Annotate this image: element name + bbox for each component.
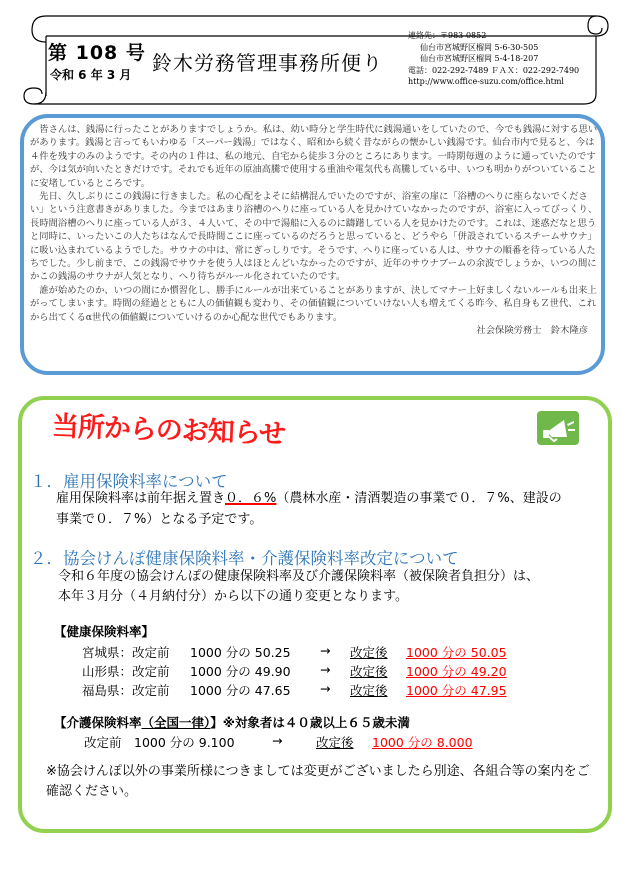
rate-after: 1000 分の 49.20 (406, 664, 507, 679)
phone-fax: 電話：022-292-7489 ＦＡＸ：022-292-7490 (408, 65, 580, 75)
rate-after: 1000 分の 50.05 (406, 645, 507, 660)
issue-date: 令和 6 年 3 月 (50, 68, 132, 82)
header-banner (18, 8, 613, 110)
prefecture-label: 福島県：改定前 (82, 683, 170, 698)
care-heading-nationwide: （全国一律） (141, 715, 211, 730)
arrow: → (320, 681, 331, 696)
section-1-text-pre: 雇用保険料率は前年据え置き (56, 491, 226, 506)
health-rate-heading: 【健康保険料率】 (54, 624, 155, 639)
rate-before: 1000 分の 50.25 (190, 645, 291, 660)
message-paragraph-2: 先日、久しぶりにこの銭湯に行きました。私の心配をよそに結構混んでいたのですが、浴室の扉に「浴槽のへりに座らないでください」という注意書きがありました。今まではあまり浴槽のへりに座っている人を見かけていなかったのですが、浴室に入ってびっくり、長時間浴槽のへりに座っている人が３、４人いて、その中で湯船に入るのに躊躇している人を見かけたのです。これは、迷惑だなと思うと同時に、いったいこの人たちはなんで長時間ここに座っているのだろうと思っていると、どうやら「併設されているスチームサウナ」に吸い込まれているようでした。サウナの中は、常にぎっしりです。そうです、へりに座っている人は、サウナの順番を待っている人たちでした。少し前まで、この銭湯でサウナを使う人はほとんどいなかったのですが、近年のサウナブームの余波でしょうか、いつの間にかこの銭湯のサウナが人気となり、へり待ちがルール化されていたのです。 (30, 191, 598, 283)
section-1-heading: １．雇用保険料率について (30, 472, 228, 491)
prefecture-label: 山形県：改定前 (82, 664, 170, 679)
megaphone-icon (536, 410, 580, 446)
after-label: 改定後 (316, 735, 354, 750)
issue-number: 第 108 号 (48, 42, 146, 64)
arrow: → (320, 643, 331, 658)
rate-before: 1000 分の 47.65 (190, 683, 291, 698)
before-label: 改定前 (84, 735, 122, 750)
signature: 社会保険労務士 鈴木隆彦 (476, 325, 588, 337)
contact-label: 連絡先： (408, 31, 440, 40)
section-2-heading: ２．協会けんぽ健康保険料率・介護保険料率改定について (30, 549, 459, 568)
website-link[interactable]: http://www.office-suzu.com/office.html (408, 77, 564, 86)
rate-before: 1000 分の 9.100 (134, 735, 235, 750)
address-1: 仙台市宮城野区榴岡 5-6-30-505 (420, 42, 539, 52)
section-2-line-2: 本年３月分（４月納付分）から以下の通り変更となります。 (58, 589, 408, 604)
notice-title: 当所からのお知らせ (51, 411, 286, 451)
message-paragraph-3: 誰が始めたのか、いつの間にか慣習化し、勝手にルールが出来ていることがありますが、決してマナー上好ましくないルールも出来上がってしまいます。時間の経過とともに人の価値観も変わり、その価値観についていけない人も増えてくる昨今、私自身もＺ世代、これから出てくるα世代の価値観についていけるのか心配な世代でもあります。 (30, 284, 597, 323)
after-label: 改定後 (350, 645, 388, 660)
message-paragraph-1: 皆さんは、銭湯に行ったことがありますでしょうか。私は、幼い時分と学生時代に銭湯通いをしていたので、今でも銭湯に対する思いがあります。銭湯と言ってもいわゆる「スーパー銭湯」ではなく、昭和から続く昔ながらの懐かしい銭湯です。仙台市内で見ると、今は４件を残すのみのようです。その内の１件は、私の地元、自宅から徒歩３分のところにあります。一時期毎週のように通っていたのですが、今は気が向いたときだけです。それでも近年の原油高騰で使用する重油や電気代も高騰している中、いつも明かりがついていることに安堵しているところです。 (30, 124, 598, 189)
rate-before: 1000 分の 49.90 (190, 664, 291, 679)
after-label: 改定後 (350, 683, 388, 698)
footnote: ※協会けんぽ以外の事業所様につきましては変更がございましたら別途、各組合等の案内をご確認ください。 (46, 764, 590, 799)
section-1-line-2: 事業で０．７%）となる予定です。 (56, 512, 263, 527)
section-2-line-1: 令和６年度の協会けんぽの健康保険料率及び介護保険料率（被保険者負担分）は、 (58, 569, 540, 584)
care-rate-heading (54, 713, 410, 731)
postal-code: 〒983-0852 (440, 31, 487, 40)
section-1-line-1 (56, 488, 562, 509)
address-2: 仙台市宮城野区榴岡 5-4-18-207 (420, 54, 539, 63)
rate-after: 1000 分の 47.95 (406, 683, 507, 698)
rate-after: 1000 分の 8.000 (372, 735, 473, 750)
prefecture-label: 宮城県：改定前 (82, 645, 170, 660)
after-label: 改定後 (350, 664, 388, 679)
arrow: → (272, 733, 283, 748)
office-title: 鈴木労務管理事務所便り (152, 51, 383, 75)
contact-block (408, 30, 579, 88)
arrow: → (320, 662, 331, 677)
message-text (30, 123, 598, 338)
care-heading-pre: 【介護保険料率 (54, 715, 142, 730)
care-heading-post: 】※対象者は４０歳以上６５歳未満 (210, 715, 410, 730)
employment-rate: ０．６% (225, 491, 277, 506)
section-1-text-post: （農林水産・清酒製造の事業で０．７%、建設の (276, 491, 562, 506)
